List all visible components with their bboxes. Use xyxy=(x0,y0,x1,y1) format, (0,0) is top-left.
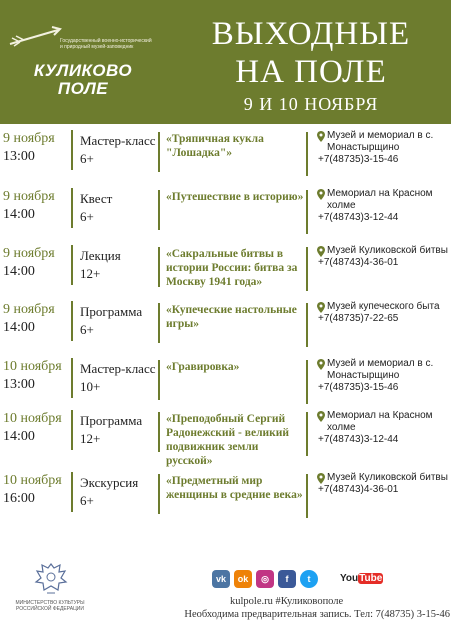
location-pin-icon xyxy=(317,473,325,484)
event-phone[interactable]: +7(48735)3-15-46 xyxy=(318,382,399,393)
event-phone[interactable]: +7(48735)3-15-46 xyxy=(318,154,399,165)
location-pin-icon xyxy=(317,359,325,370)
event-title: «Путешествие в историю» xyxy=(166,190,308,234)
event-type-block xyxy=(80,303,160,343)
header-banner xyxy=(0,0,451,124)
arrow-logo-icon xyxy=(8,24,64,50)
event-place xyxy=(318,188,450,224)
event-age: 6+ xyxy=(80,322,94,337)
event-time: 13:00 xyxy=(3,377,35,392)
event-date: 9 ноября xyxy=(3,189,55,204)
event-date: 10 ноября xyxy=(3,359,62,374)
event-type: Экскурсия xyxy=(80,475,139,490)
social-links xyxy=(212,570,383,590)
event-row xyxy=(0,182,451,234)
event-datetime xyxy=(3,358,73,398)
facebook-icon[interactable]: f xyxy=(278,570,296,588)
hashtag: #Куликовополе xyxy=(275,596,344,607)
event-type-block xyxy=(80,132,160,172)
logo-name xyxy=(28,62,138,98)
event-row xyxy=(0,404,451,467)
coat-of-arms-icon xyxy=(32,560,70,598)
location-pin-icon xyxy=(317,131,325,142)
event-phone[interactable]: +7(48743)4-36-01 xyxy=(318,484,399,495)
event-place xyxy=(318,358,450,394)
logo-name-line1: КУЛИКОВО xyxy=(33,61,133,80)
event-title: «Предметный мир женщины в средние века» xyxy=(166,474,308,518)
event-type: Мастер-класс xyxy=(80,361,156,376)
twitter-icon[interactable]: t xyxy=(300,570,318,588)
event-age: 6+ xyxy=(80,493,94,508)
event-time: 14:00 xyxy=(3,264,35,279)
website-link[interactable]: kulpole.ru xyxy=(230,596,273,607)
event-time: 16:00 xyxy=(3,491,35,506)
event-phone[interactable]: +7(48743)3-12-44 xyxy=(318,434,399,445)
event-datetime xyxy=(3,472,73,512)
event-address: Музей Куликовской битвы xyxy=(327,245,448,256)
event-title: «Гравировка» xyxy=(166,360,308,404)
event-row xyxy=(0,239,451,291)
event-row xyxy=(0,466,451,518)
event-time: 14:00 xyxy=(3,429,35,444)
event-type-block xyxy=(80,474,160,514)
event-phone[interactable]: +7(48743)4-36-01 xyxy=(318,257,399,268)
event-date: 10 ноября xyxy=(3,473,62,488)
event-address: Музей и мемориал в с. Монастырщино xyxy=(327,130,434,153)
youtube-icon[interactable] xyxy=(340,571,383,587)
event-datetime xyxy=(3,130,73,170)
event-address: Мемориал на Красном холме xyxy=(327,410,433,433)
event-type: Лекция xyxy=(80,248,121,263)
event-age: 6+ xyxy=(80,209,94,224)
event-title: «Сакральные битвы в истории России: битва за Москву 1941 года» xyxy=(166,247,308,291)
event-dates: 9 И 10 НОЯБРЯ xyxy=(243,94,379,114)
event-title: «Тряпичная кукла "Лошадка"» xyxy=(166,132,308,176)
event-row xyxy=(0,352,451,404)
event-type-block xyxy=(80,247,160,287)
page-title-line1: ВЫХОДНЫЕ xyxy=(211,16,411,52)
event-date: 9 ноября xyxy=(3,131,55,146)
ministry-logo xyxy=(10,560,90,618)
event-place xyxy=(318,301,450,325)
event-type: Мастер-класс xyxy=(80,133,156,148)
event-type-block xyxy=(80,190,160,230)
event-time: 14:00 xyxy=(3,320,35,335)
logo-name-line2: ПОЛЕ xyxy=(57,79,109,98)
event-date: 9 ноября xyxy=(3,302,55,317)
ministry-caption: МИНИСТЕРСТВО КУЛЬТУРЫ РОССИЙСКОЙ ФЕДЕРАЦИИ xyxy=(15,600,85,612)
event-type: Программа xyxy=(80,413,143,428)
instagram-icon[interactable]: ◎ xyxy=(256,570,274,588)
event-address: Мемориал на Красном холме xyxy=(327,188,433,211)
event-date: 10 ноября xyxy=(3,411,62,426)
event-place xyxy=(318,245,450,269)
event-time: 13:00 xyxy=(3,149,35,164)
event-place xyxy=(318,472,450,496)
event-address: Музей купеческого быта xyxy=(327,301,440,312)
event-age: 12+ xyxy=(80,431,101,446)
event-age: 10+ xyxy=(80,379,101,394)
event-datetime xyxy=(3,188,73,228)
event-title: «Купеческие настольные игры» xyxy=(166,303,308,347)
event-datetime xyxy=(3,410,73,450)
event-address: Музей Куликовской битвы xyxy=(327,472,448,483)
registration-note: Необходима предварительная запись. Тел: 7(48735) 3-15-46 xyxy=(184,609,450,620)
event-age: 12+ xyxy=(80,266,101,281)
event-row xyxy=(0,295,451,347)
event-datetime xyxy=(3,301,73,341)
event-age: 6+ xyxy=(80,151,94,166)
youtube-tube: Tube xyxy=(359,573,383,584)
event-time: 14:00 xyxy=(3,207,35,222)
site-line xyxy=(230,596,450,608)
event-phone[interactable]: +7(48743)3-12-44 xyxy=(318,212,399,223)
page-title-line2: НА ПОЛЕ xyxy=(235,54,387,90)
event-type: Квест xyxy=(80,191,113,206)
museum-logo[interactable] xyxy=(8,14,158,114)
vk-icon[interactable]: vk xyxy=(212,570,230,588)
youtube-you: You xyxy=(340,573,359,584)
logo-caption: Государственный военно-исторический и природный музей-заповедник xyxy=(60,38,152,50)
event-datetime xyxy=(3,245,73,285)
location-pin-icon xyxy=(317,411,325,422)
event-type-block xyxy=(80,412,160,452)
event-title: «Преподобный Сергий Радонежский - великий подвижник земли русской» xyxy=(166,412,308,456)
event-date: 9 ноября xyxy=(3,246,55,261)
event-address: Музей и мемориал в с. Монастырщино xyxy=(327,358,434,381)
location-pin-icon xyxy=(317,189,325,200)
event-place xyxy=(318,130,450,166)
odnoklassniki-icon[interactable]: ok xyxy=(234,570,252,588)
event-type: Программа xyxy=(80,304,143,319)
event-row xyxy=(0,124,451,176)
location-pin-icon xyxy=(317,246,325,257)
event-phone[interactable]: +7(48735)7-22-65 xyxy=(318,313,399,324)
event-place xyxy=(318,410,450,446)
location-pin-icon xyxy=(317,302,325,313)
event-type-block xyxy=(80,360,160,400)
